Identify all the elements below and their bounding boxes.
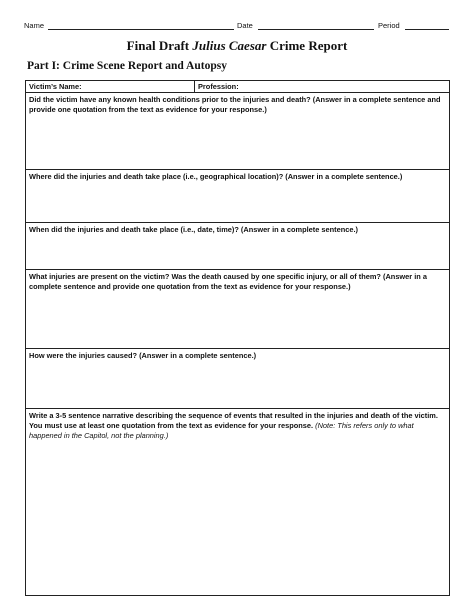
question-text: What injuries are present on the victim? Was the death caused by one specific injury, or all of them? (Answer in a complete sentence and provide one quotation from the text as evidence for your response.) xyxy=(29,272,427,291)
victim-name-label: Victim’s Name: xyxy=(29,82,82,91)
question-note: (Note: This refers only to what happened in the Capitol, not the planning.) xyxy=(29,421,414,440)
date-label: Date xyxy=(237,21,253,30)
question-location[interactable] xyxy=(26,170,449,223)
question-text: How were the injuries caused? (Answer in a complete sentence.) xyxy=(29,351,257,360)
title-play-name: Julius Caesar xyxy=(192,38,267,53)
victim-name-cell[interactable] xyxy=(26,81,195,92)
question-injuries[interactable] xyxy=(26,270,449,349)
profession-cell[interactable] xyxy=(195,81,449,92)
period-label: Period xyxy=(378,21,400,30)
name-label: Name xyxy=(24,21,45,30)
period-field[interactable] xyxy=(405,29,449,30)
crime-report-table xyxy=(25,80,450,596)
page-title xyxy=(0,38,474,54)
part-heading: Part I: Crime Scene Report and Autopsy xyxy=(27,60,227,72)
question-text: Where did the injuries and death take place (i.e., geographical location)? (Answer in a complete sentence.) xyxy=(29,172,403,181)
name-field[interactable] xyxy=(48,29,234,30)
student-info-line xyxy=(24,21,454,33)
question-text: Write a 3-5 sentence narrative describing the sequence of events that resulted in the injuries and death of the victim. You must use at least one quotation from the text as evidence for your response. xyxy=(29,411,438,430)
question-narrative[interactable] xyxy=(26,409,449,595)
title-prefix: Final Draft xyxy=(126,38,193,53)
question-health-conditions[interactable] xyxy=(26,93,449,170)
profession-label: Profession: xyxy=(198,82,239,91)
question-cause[interactable] xyxy=(26,349,449,409)
question-text: Did the victim have any known health conditions prior to the injuries and death? (Answer in a complete sentence and provide one quotation from the text as evidence for your response.) xyxy=(29,95,441,114)
title-suffix: Crime Report xyxy=(266,38,348,53)
question-text: When did the injuries and death take place (i.e., date, time)? (Answer in a complete sentence.) xyxy=(29,225,358,234)
victim-info-row xyxy=(26,81,449,93)
date-field[interactable] xyxy=(258,29,374,30)
question-date-time[interactable] xyxy=(26,223,449,270)
